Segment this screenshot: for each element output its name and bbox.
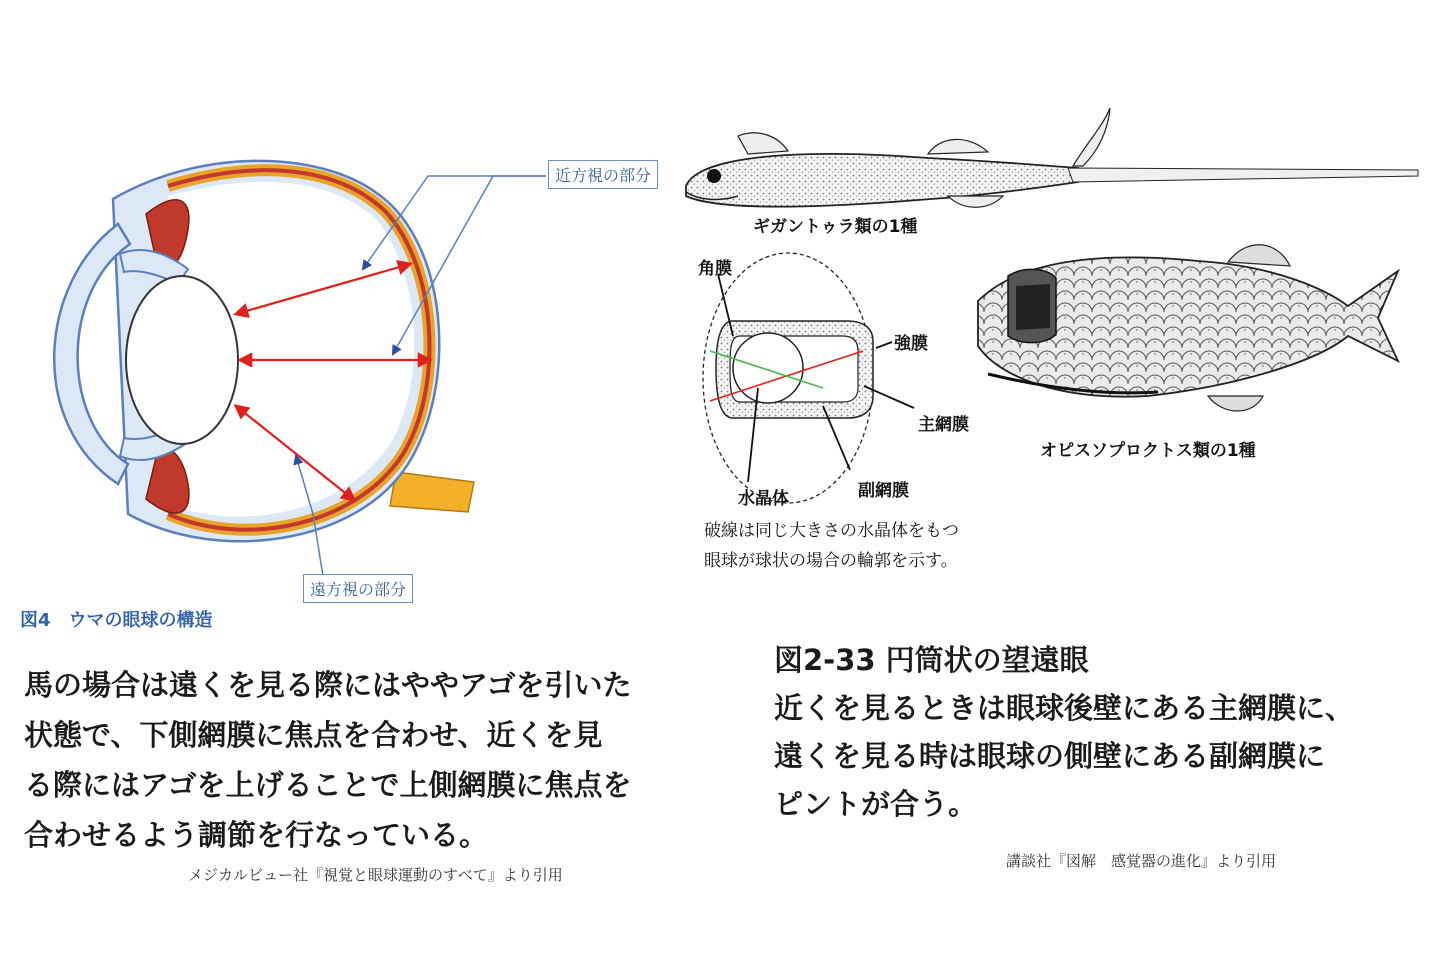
horse-source: メジカルビュー社『視覚と眼球運動のすべて』より引用 (188, 866, 563, 884)
optic-nerve (390, 472, 474, 512)
horse-text-line: 合わせるよう調節を行なっている。 (24, 818, 489, 852)
label-cornea: 角膜 (698, 259, 732, 279)
horse-explanation (24, 660, 694, 860)
eye-figure-caption: 図4 ウマの眼球の構造 (20, 610, 213, 631)
telescope-text-line: 遠くを見る時は眼球の側壁にある副網膜に (774, 739, 1326, 773)
callout-near-vision: 近方視の部分 (548, 160, 658, 189)
label-main-retina: 主網膜 (918, 415, 969, 435)
telescope-text-line: 近くを見るときは眼球後壁にある主網膜に、 (774, 691, 1355, 725)
telescope-eye-panel (678, 96, 1430, 624)
label-accessory-retina: 副網膜 (858, 481, 909, 501)
telescope-eye-title: 図2-33 円筒状の望遠眼 (774, 643, 1089, 677)
note-line-1: 破線は同じ大きさの水晶体をもつ (704, 521, 959, 541)
lens (126, 276, 238, 444)
callout-far-vision: 遠方視の部分 (303, 574, 413, 603)
telescope-text-line: ピントが合う。 (774, 787, 978, 821)
fish-eye-diagram (678, 96, 1430, 624)
label-sclera: 強膜 (894, 334, 928, 354)
note-line-2: 眼球が球状の場合の輪郭を示す。 (704, 551, 958, 571)
telescope-source: 講談社『図解 感覚器の進化』より引用 (1006, 852, 1277, 870)
horse-text-line: 馬の場合は遠くを見る際にはややアゴを引いた (24, 668, 632, 702)
fish1-label: ギガントゥラ類の1種 (753, 217, 918, 237)
telescope-eye-explanation (774, 636, 1434, 828)
horse-text-line: る際にはアゴを上げることで上側網膜に焦点を (24, 768, 632, 802)
opisthoproctus-fish (978, 245, 1398, 411)
fish2-label: オピスソプロクトス類の1種 (1040, 441, 1256, 461)
label-lens: 水晶体 (738, 489, 789, 509)
gigantura-fish (686, 108, 1418, 207)
cylindrical-eye-schematic (703, 253, 914, 503)
horse-text-line: 状態で、下側網膜に焦点を合わせ、近くを見 (24, 718, 603, 752)
horse-eye-panel (18, 104, 688, 634)
